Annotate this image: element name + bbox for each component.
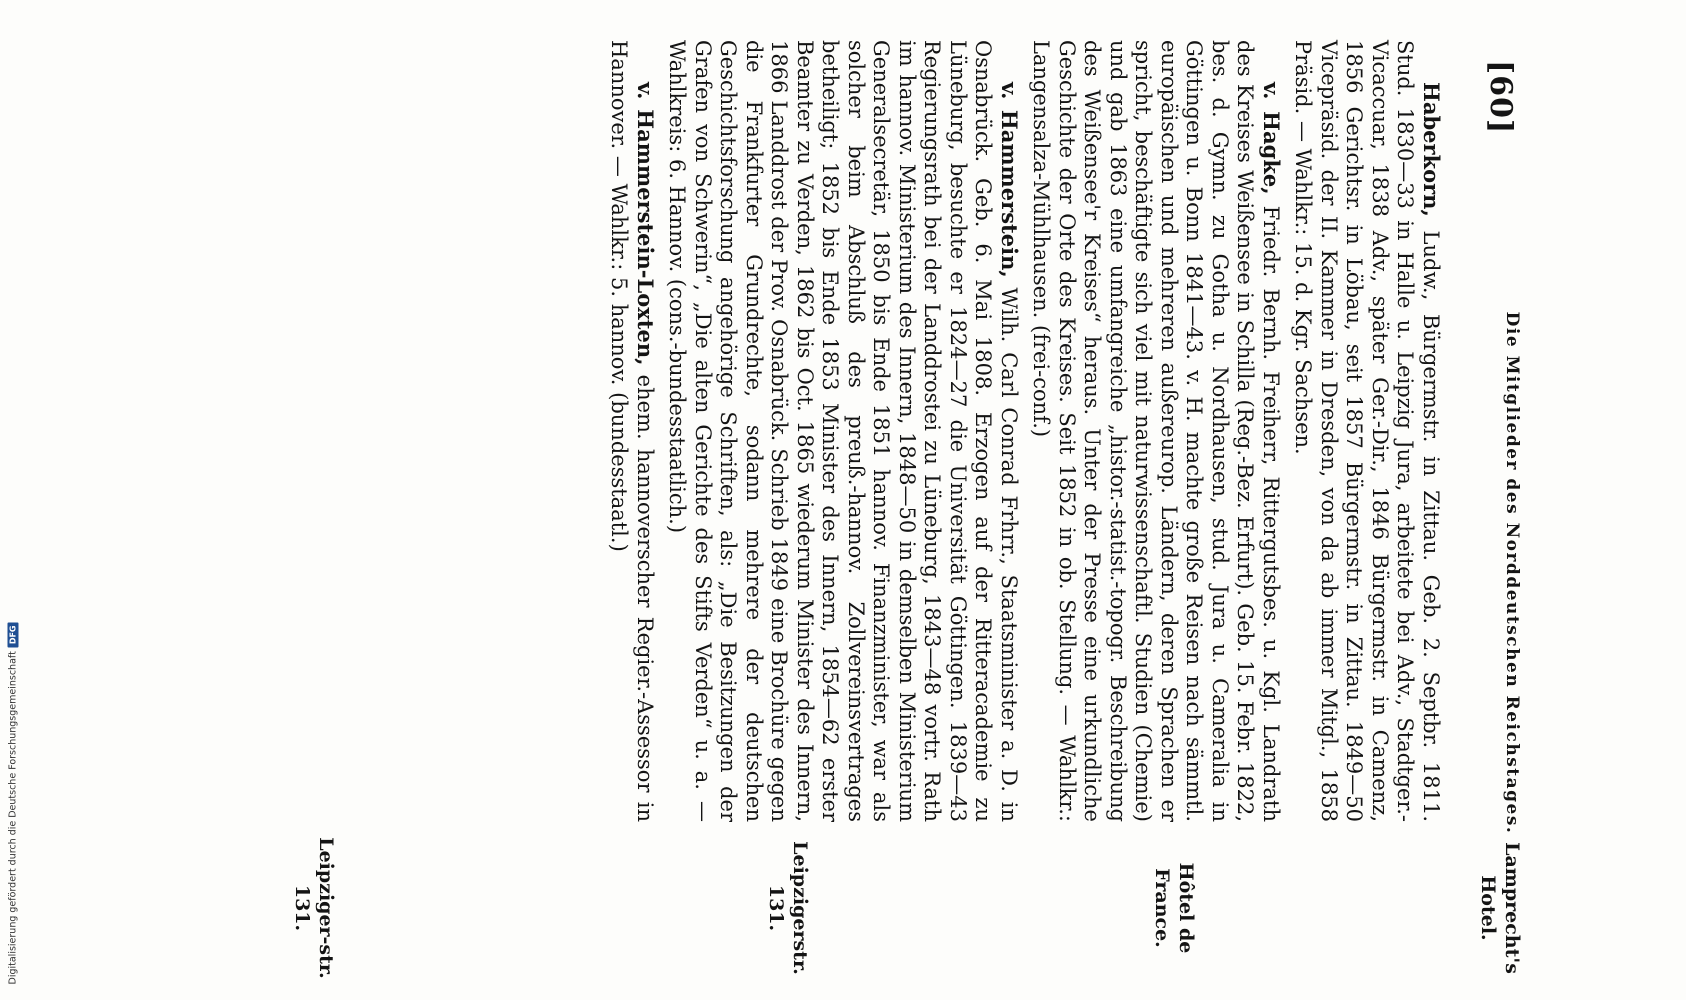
running-head: Die Mitglieder des Norddeutschen Reichstages. [1502,311,1522,835]
margin-note-leipzigerstr-2: Leipziger-str. 131. [291,837,337,979]
entry-name: v. Hagke, [1259,82,1284,195]
entry-hammerstein [664,40,1022,822]
entry-text: Wilh. Carl Conrad Frhrr., Staatsminister a. D. in Osnabrück. Geb. 6. Mai 1808. Erzogen auf der Ritteracademie zu Lüneburg, besuchte er 1824—27 die Universität Göttingen. 1839—43 Regierungsrath bei der Landdrostei zu Lüneburg, 1843—48 vortr. Rath im hannov. Ministerium des Innern, 1848—50 in demselben Ministerium Generalsecretär, 1850 bis Ende 1851 hannov. Finanzminister, war als solcher beim Abschluß des preuß.-hannov. Zollvereinsvertrages betheiligt; 1852 bis Ende 1853 Minister des Innern, 1854—62 erster Beamter zu Verden, 1862 bis Oct. 1865 wiederum Minister des Innern, 1866 Landdrost der Prov. Osnabrück. Schrieb 1849 eine Brochüre gegen die Frankfurter Grundrechte, sodann mehrere der deutschen Geschichtsforschung angehörige Schriften, als: „Die Besitzungen der Grafen von Schwerin“, „Die alten Gerichte des Stifts Verden“ u. a. — Wahlkreis: 6. Hannov. (cons.-bundesstaatlich.) [665,40,1021,823]
entry-hammerstein-loxten [606,40,658,822]
margin-note-hotel-de-france: Hôtel de France. [1151,862,1197,954]
page-number: [60] [1483,60,1518,135]
entry-hagke [1028,40,1284,822]
entry-text: ehem. hannoverscher Regier.-Assessor in Hannover. — Wahlkr.: 5. hannov. (bundesstaatl.) [607,40,657,822]
margin-note-lamprecht: Lamprecht's Hotel. [1477,842,1523,974]
rotated-page-frame [158,38,1558,983]
entry-name: Haberkorn, [1419,82,1444,217]
entry-haberkorn [1290,40,1444,822]
digitization-credit [0,610,28,996]
credit-text: Digitalisierung gefördert durch die Deutsche Forschungsgemeinschaft [7,650,19,984]
margin-note-leipzigerstr: Leipzigerstr. 131. [765,841,811,975]
member-entries [606,40,1444,822]
entry-text: Ludw., Bürgermstr. in Zittau. Geb. 2. Septbr. 1811. Stud. 1830—33 in Halle u. Leipzig Jura, arbeitete bei Adv., Stadtger.-Vicaccuar, 1838 Adv., später Ger.-Dir., 1846 Bürgermstr. in Camenz, 1856 Gerichtsr. in Löbau, seit 1857 Bürgermstr. in Zittau. 1849—50 Vicepräsid. der II. Kammer in Dresden, von da ab immer Mitgl., 1858 Präsid. — Wahlkr.: 15. d. Kgr. Sachsen. [1291,40,1443,822]
printed-page [158,38,1558,983]
entry-text: Friedr. Bernh. Freiherr, Rittergutsbes. u. Kgl. Landrath des Kreises Weißensee in Schilla (Reg.-Bez. Erfurt). Geb. 15. Febr. 1822, bes. d. Gymn. zu Gotha u. Nordhausen, stud. Jura u. Cameralia in Göttingen u. Bonn 1841—43. v. H. machte große Reisen nach sämmtl. europäischen und mehreren außereurop. Ländern, deren Sprachen er spricht, beschäftigte sich viel mit naturwissenschaftl. Studien (Chemie) und gab 1863 eine umfangreiche „histor.-statist.-topogr. Beschreibung des Weißensee'r Kreises“ heraus. Unter der Presse eine urkundliche Geschichte der Orte des Kreises. Seit 1852 in ob. Stellung. — Wahlkr.: Langensalza-Mühlhausen. (frei-conf.) [1029,40,1283,822]
entry-name: v. Hammerstein-Loxten, [633,82,658,366]
entry-name: v. Hammerstein, [997,82,1022,278]
dfg-logo-icon: DFG [8,622,19,647]
